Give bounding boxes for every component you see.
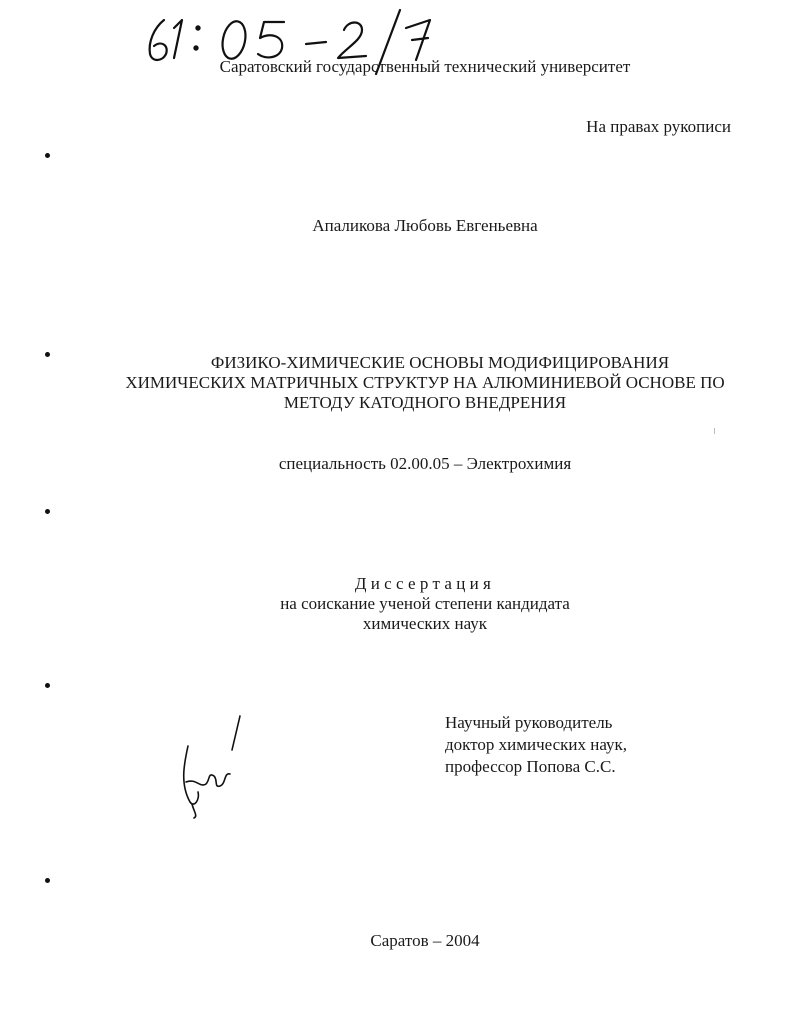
title-line: МЕТОДУ КАТОДНОГО ВНЕДРЕНИЯ	[283, 393, 567, 412]
scan-artifact	[714, 428, 715, 434]
title-line: ФИЗИКО-ХИМИЧЕСКИЕ ОСНОВЫ МОДИФИЦИРОВАНИЯ	[210, 353, 670, 372]
dissertation-block	[0, 574, 794, 634]
university-name: Саратовский государственный технический университет	[219, 57, 631, 76]
scan-dot	[45, 352, 50, 357]
dissertation-title	[110, 353, 740, 413]
scan-dot	[45, 509, 50, 514]
author-name: Апаликова Любовь Евгеньевна	[312, 216, 538, 235]
manuscript-rights-note: На правах рукописи	[586, 117, 731, 136]
handwritten-signature-icon	[170, 712, 250, 822]
supervisor-line: Научный руководитель	[445, 713, 613, 732]
scan-dot	[45, 683, 50, 688]
scan-dot	[45, 153, 50, 158]
supervisor-block	[445, 712, 627, 778]
supervisor-line: доктор химических наук,	[445, 735, 628, 754]
title-line: ХИМИЧЕСКИХ МАТРИЧНЫХ СТРУКТУР НА АЛЮМИНИЕВОЙ ОСНОВЕ ПО	[125, 373, 725, 392]
city-year: Саратов – 2004	[370, 931, 480, 950]
dissertation-heading: Диссертация	[354, 574, 496, 593]
scan-dot	[45, 878, 50, 883]
dissertation-degree-line: на соискание ученой степени кандидата	[280, 594, 570, 613]
supervisor-line: профессор Попова С.С.	[445, 757, 616, 776]
specialty-line: специальность 02.00.05 – Электрохимия	[278, 454, 572, 473]
dissertation-degree-line: химических наук	[362, 614, 488, 633]
